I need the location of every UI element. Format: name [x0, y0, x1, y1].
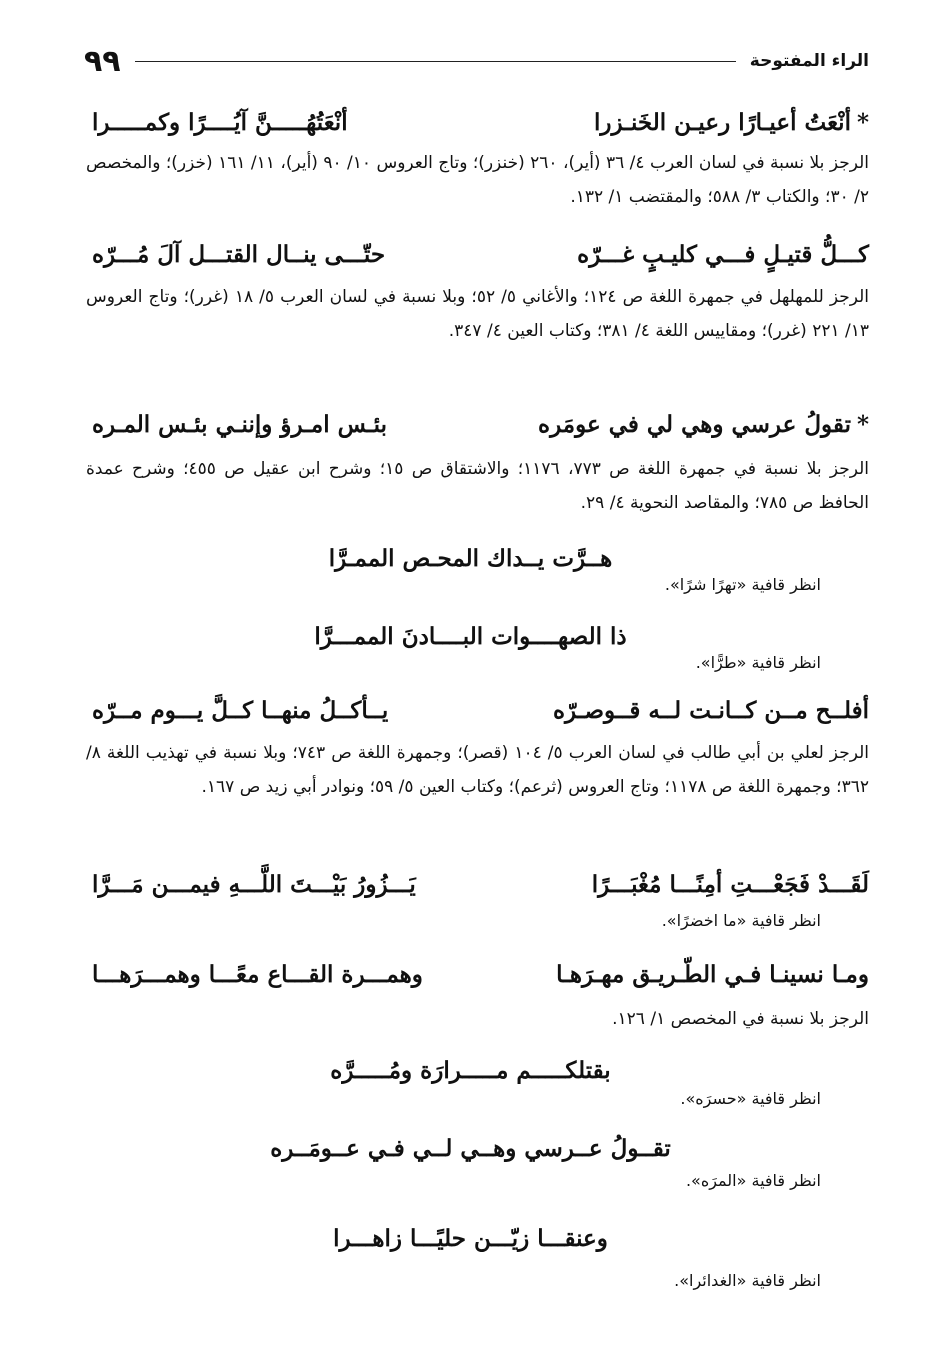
section-title: الراء المفتوحة [749, 51, 869, 71]
page-number: ٩٩ [84, 43, 121, 79]
source-citation: الرجز بلا نسبة في لسان العرب ٤/ ٣٦ (أير)، ٢٦٠ (خنزر)؛ وتاج العروس ١٠/ ٩٠ (أير)، ١١/ ١٦١ (خزر)؛ والمخصص ٢/ ٣٠؛ والكتاب ٣/ ٥٨٨؛ والمقتضب ١/ ١٣٢. [86, 153, 870, 207]
page-header [84, 44, 869, 78]
source-citation: الرجز للمهلهل في جمهرة اللغة ص ١٢٤؛ والأغاني ٥/ ٥٢؛ وبلا نسبة في لسان العرب ٥/ ١٨ (غرر)؛ وتاج العروس ١٣/ ٢٢١ (غرر)؛ ومقاييس اللغة ٤/ ٣٨١؛ وكتاب العين ٤/ ٣٤٧. [86, 287, 870, 341]
verse-first-hemistich [594, 109, 869, 136]
header-rule [135, 61, 736, 62]
source-citation: الرجز لعلي بن أبي طالب في لسان العرب ٥/ ١٠٤ (قصر)؛ وجمهرة اللغة ص ٧٤٣؛ وبلا نسبة في تهذيب اللغة ٨/ ٣٦٢؛ وجمهرة اللغة ص ١١٧٨؛ وتاج العروس (ثرعم)؛ وكتاب العين ٥/ ٥٩؛ ونوادر أبي زيد ص ١٦٧. [86, 743, 869, 797]
verse-second-hemistich: أنْعَتُهُـــــنَّ آيُــــرًا وكمـــــرا [92, 108, 348, 136]
verse-line [92, 236, 869, 272]
verse-first-hemistich [538, 411, 869, 438]
verse-first-hemistich: أفلــح مــن كــانـت لــه قــوصـرّه [553, 696, 869, 724]
cross-reference: انظر قافية «ما اخضرًا». [661, 911, 821, 930]
centered-verse: وعنقـــا زيّـــن حليًـــا زاهـــرا [333, 1224, 608, 1252]
verse-second-hemistich: يَـــزُورُ بَيْـــتَ اللَّـــهِ فيمـــن مَـــرَّا [92, 870, 416, 898]
cross-reference: انظر قافية «حسرَه». [680, 1089, 821, 1108]
verse-second-hemistich: حتّـــى ينــال القتـــل آلَ مُـــرّه [92, 240, 386, 268]
verse-line [92, 104, 869, 140]
verse-right-text: تقولُ عرسي وهي لي في عومَره [538, 410, 851, 438]
verse-first-hemistich: ومـا نسينـا فـي الطّـريـق مهـرَهـا [556, 960, 869, 988]
cross-reference: انظر قافية «المرَه». [685, 1171, 821, 1190]
centered-verse: بقتلكـــــم مـــــرارَة ومُـــــرَّه [330, 1056, 611, 1084]
verse-line [92, 406, 869, 442]
verse-second-hemistich: بئـس امـرؤ وإننـي بئـس المـره [92, 410, 388, 438]
verse-line [92, 866, 869, 902]
verse-first-hemistich: كـــلُّ قتيـلٍ فـــي كليـبٍ غـــرّه [577, 240, 869, 268]
asterisk-marker: * [856, 410, 869, 438]
centered-verse: ذا الصهــــوات البــــادنَ الممـــرَّا [314, 622, 627, 650]
verse-line [92, 956, 869, 992]
source-citation: الرجز بلا نسبة في المخصص ١/ ١٢٦. [612, 1009, 869, 1029]
source-citation: الرجز بلا نسبة في جمهرة اللغة ص ٧٧٣، ١١٧٦؛ والاشتقاق ص ١٥؛ وشرح ابن عقيل ص ٤٥٥؛ وشرح عمدة الحافظ ص ٧٨٥؛ والمقاصد النحوية ٤/ ٢٩. [86, 459, 870, 513]
asterisk-marker: * [856, 108, 869, 136]
cross-reference: انظر قافية «طرًّا». [695, 653, 821, 672]
verse-second-hemistich: وهمـــرة القـــاع معًـــا وهمـــرَهـــا [92, 960, 423, 988]
centered-verse: تقــولُ عــرسي وهــي لــي فـي عــومَــره [270, 1134, 671, 1162]
verse-first-hemistich: لَقَـــدْ فَجَعْـــتِ أمِنًـــا مُغْبَـــرًا [591, 870, 869, 898]
verse-second-hemistich: يــأكــلُ منهــا كــلَّ يـــوم مــرّه [92, 696, 389, 724]
centered-verse: هــرَّت يــداك المحـص الممـرَّا [328, 544, 613, 572]
cross-reference: انظر قافية «تهرًا شرًا». [664, 575, 821, 594]
verse-right-text: أنْعَتُ أعيـارًا رعيـن الخَنـزرا [594, 108, 851, 136]
verse-line [92, 692, 869, 728]
cross-reference: انظر قافية «الغدائرا». [674, 1271, 821, 1290]
